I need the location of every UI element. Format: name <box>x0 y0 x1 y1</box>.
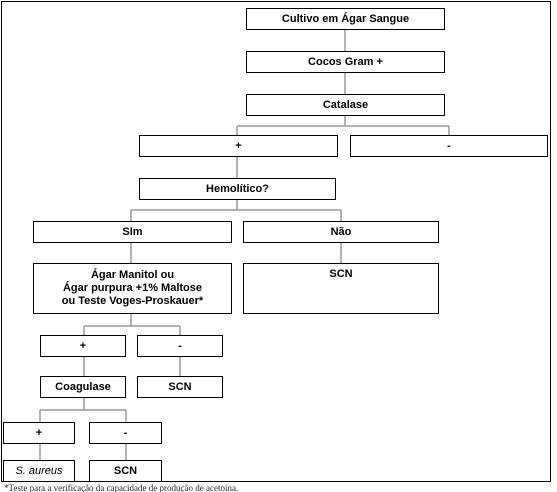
node-catalase-positive: + <box>139 135 338 157</box>
node-catalase-negative: - <box>350 135 548 157</box>
agar-line-3: ou Teste Voges-Proskauer* <box>61 295 204 307</box>
node-catalase: Catalase <box>246 94 445 116</box>
node-cocos-gram-positivo: Cocos Gram + <box>246 51 445 73</box>
footnote: *Teste para a verificação da capacidade de produção de acetoína. <box>4 483 239 492</box>
node-s-aureus: S. aureus <box>3 460 75 482</box>
node-coagulase: Coagulase <box>40 376 126 398</box>
node-coagulase-negative: - <box>89 422 162 444</box>
node-coagulase-positive: + <box>3 422 75 444</box>
node-sim: SIm <box>33 221 232 243</box>
node-agar-negative: - <box>137 335 223 357</box>
agar-line-1: Ágar Manitol ou <box>90 269 175 281</box>
node-nao: Não <box>243 221 439 243</box>
node-scn-coagulase-negative: SCN <box>89 460 162 482</box>
node-agar-positive: + <box>40 335 126 357</box>
node-agar-manitol <box>33 263 232 314</box>
agar-line-2: Ágar purpura +1% Maltose <box>62 282 203 294</box>
node-cultivo-agar-sangue: Cultivo em Ágar Sangue <box>246 8 445 30</box>
node-scn-nao: SCN <box>243 263 439 314</box>
node-hemolitico: Hemolítico? <box>139 178 336 200</box>
node-scn-agar-negative: SCN <box>137 376 223 398</box>
